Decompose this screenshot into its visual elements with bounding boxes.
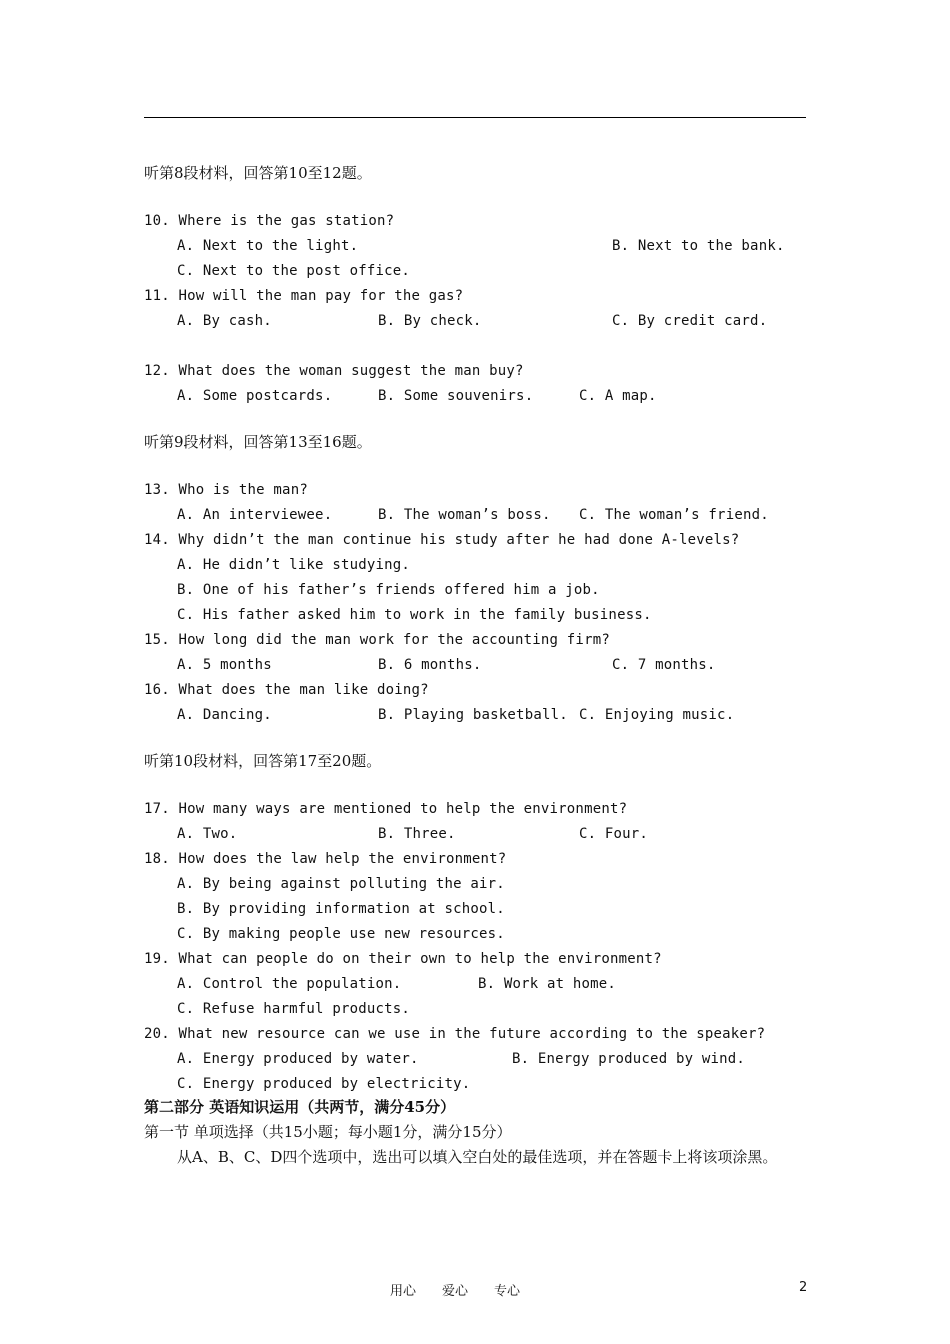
q12-option-b: B. Some souvenirs. <box>378 388 534 404</box>
q13-option-b: B. The woman’s boss. <box>378 507 551 523</box>
q19-option-a: A. Control the population. <box>177 976 402 992</box>
q13-option-c: C. The woman’s friend. <box>579 507 769 523</box>
q15-option-a: A. 5 months <box>177 657 272 673</box>
q16-option-c: C. Enjoying music. <box>579 707 735 723</box>
q17-option-a: A. Two. <box>177 826 238 842</box>
q11-option-c: C. By credit card. <box>612 313 768 329</box>
q14-option-c: C. His father asked him to work in the family business. <box>177 607 652 623</box>
q10-option-a: A. Next to the light. <box>177 238 359 254</box>
q18-option-a: A. By being against polluting the air. <box>177 876 505 892</box>
q11-option-a: A. By cash. <box>177 313 272 329</box>
q14-stem: 14. Why didn’t the man continue his study after he had done A-levels? <box>144 532 740 548</box>
q20-option-b: B. Energy produced by wind. <box>512 1051 745 1067</box>
q18-option-b: B. By providing information at school. <box>177 901 505 917</box>
section-1-title: 第一节 单项选择（共15小题；每小题1分，满分15分） <box>144 1123 512 1141</box>
q11-stem: 11. How will the man pay for the gas? <box>144 288 464 304</box>
header-rule <box>144 117 806 118</box>
page-number: 2 <box>799 1280 808 1295</box>
q20-option-a: A. Energy produced by water. <box>177 1051 419 1067</box>
q16-stem: 16. What does the man like doing? <box>144 682 429 698</box>
section-10-heading: 听第10段材料，回答第17至20题。 <box>144 752 382 770</box>
q11-option-b: B. By check. <box>378 313 482 329</box>
q19-stem: 19. What can people do on their own to help the environment? <box>144 951 662 967</box>
footer-motto: 用心 爱心 专心 <box>390 1284 521 1299</box>
q19-option-b: B. Work at home. <box>478 976 617 992</box>
q19-option-c: C. Refuse harmful products. <box>177 1001 410 1017</box>
q14-option-a: A. He didn’t like studying. <box>177 557 410 573</box>
q18-option-c: C. By making people use new resources. <box>177 926 505 942</box>
instruction-text: 从A、B、C、D四个选项中，选出可以填入空白处的最佳选项，并在答题卡上将该项涂黑。 <box>177 1148 778 1166</box>
q10-option-b: B. Next to the bank. <box>612 238 785 254</box>
q20-option-c: C. Energy produced by electricity. <box>177 1076 471 1092</box>
q13-stem: 13. Who is the man? <box>144 482 308 498</box>
q17-option-c: C. Four. <box>579 826 649 842</box>
part-2-title: 第二部分 英语知识运用（共两节，满分45分） <box>144 1098 456 1116</box>
q13-option-a: A. An interviewee. <box>177 507 333 523</box>
q18-stem: 18. How does the law help the environment? <box>144 851 507 867</box>
q12-option-c: C. A map. <box>579 388 657 404</box>
section-8-heading: 听第8段材料，回答第10至12题。 <box>144 164 372 182</box>
section-9-heading: 听第9段材料，回答第13至16题。 <box>144 433 372 451</box>
q15-option-b: B. 6 months. <box>378 657 482 673</box>
q15-stem: 15. How long did the man work for the accounting firm? <box>144 632 610 648</box>
q15-option-c: C. 7 months. <box>612 657 716 673</box>
q10-option-c: C. Next to the post office. <box>177 263 410 279</box>
q17-option-b: B. Three. <box>378 826 456 842</box>
q17-stem: 17. How many ways are mentioned to help the environment? <box>144 801 628 817</box>
q14-option-b: B. One of his father’s friends offered him a job. <box>177 582 600 598</box>
q20-stem: 20. What new resource can we use in the future according to the speaker? <box>144 1026 766 1042</box>
q16-option-b: B. Playing basketball. <box>378 707 568 723</box>
q12-option-a: A. Some postcards. <box>177 388 333 404</box>
q10-stem: 10. Where is the gas station? <box>144 213 395 229</box>
q16-option-a: A. Dancing. <box>177 707 272 723</box>
q12-stem: 12. What does the woman suggest the man buy? <box>144 363 524 379</box>
